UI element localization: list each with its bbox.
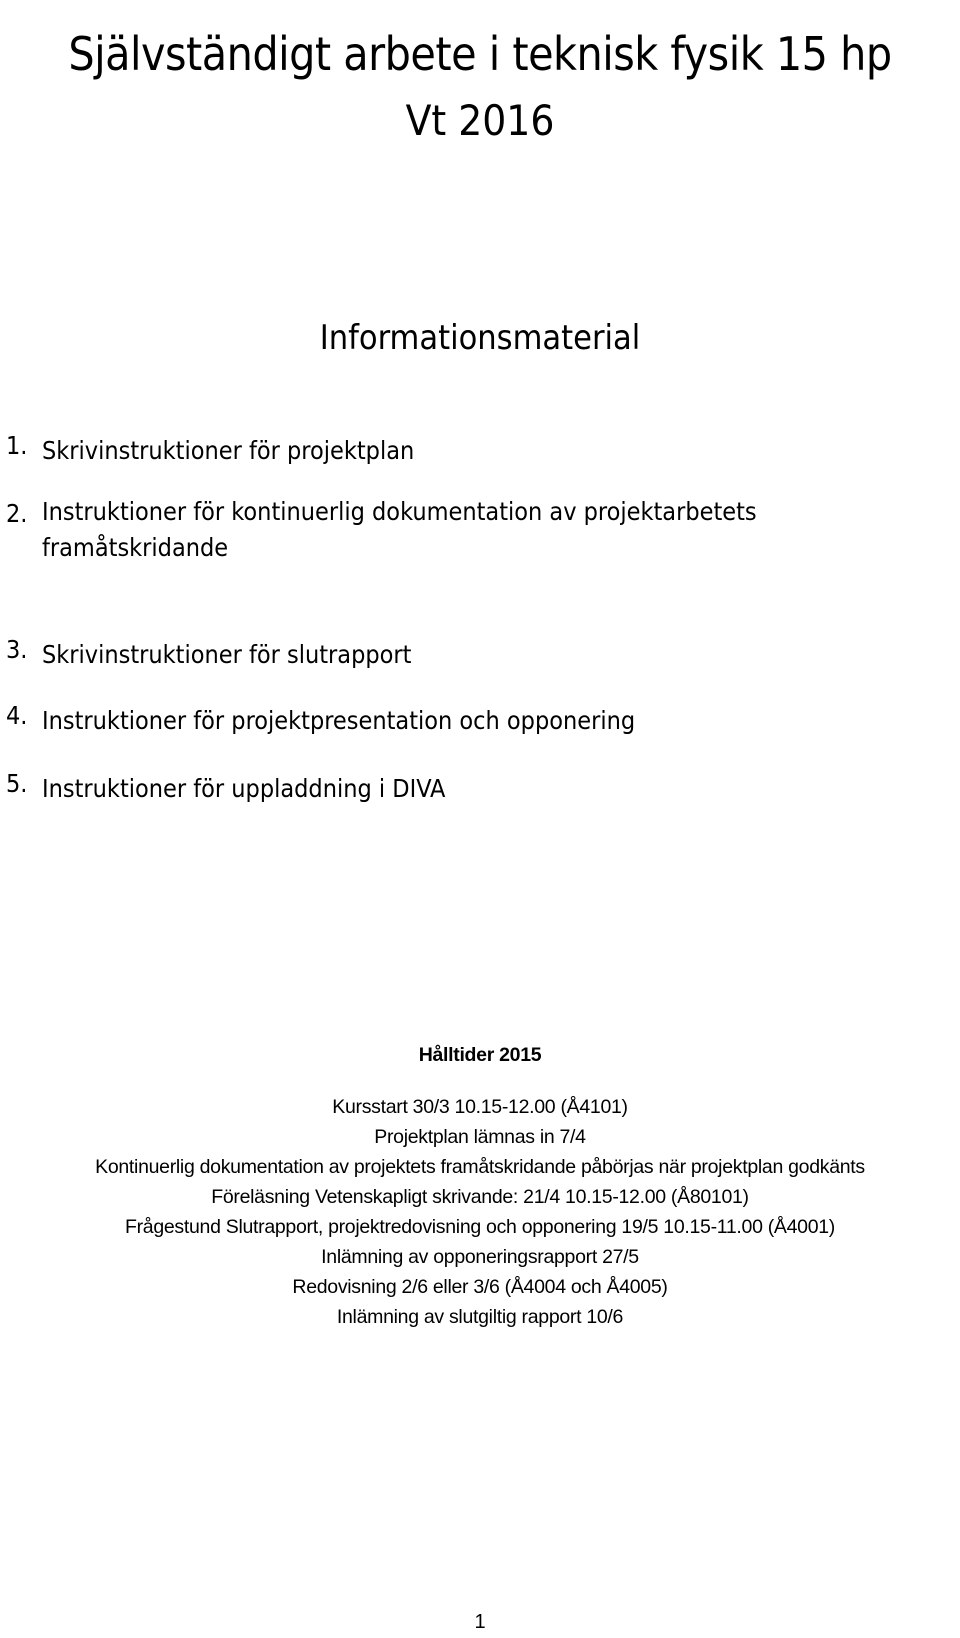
schedule-line: Frågestund Slutrapport, projektredovisning och opponering 19/5 10.15-11.00 (Å4001) xyxy=(124,1216,836,1238)
section-heading: Informationsmaterial xyxy=(319,318,641,359)
document-title: Självständigt arbete i teknisk fysik 15 hp xyxy=(68,26,892,81)
schedule-line: Kontinuerlig dokumentation av projektets framåtskridande påbörjas när projektplan godkänts xyxy=(95,1156,865,1178)
schedule-line: Föreläsning Vetenskapligt skrivande: 21/4 10.15-12.00 (Å80101) xyxy=(211,1186,749,1208)
toc-item-number: 5. xyxy=(6,769,28,798)
schedule-line: Kursstart 30/3 10.15-12.00 (Å4101) xyxy=(332,1096,628,1118)
toc-item-number: 1. xyxy=(6,431,28,460)
toc-item-text: Instruktioner för kontinuerlig dokumentation av projektarbetets framåtskridande xyxy=(42,497,757,562)
page-number: 1 xyxy=(474,1611,486,1633)
toc-item-number: 4. xyxy=(6,701,28,730)
schedule-section xyxy=(0,1040,960,1332)
schedule-line: Projektplan lämnas in 7/4 xyxy=(374,1126,586,1148)
toc-item-number: 3. xyxy=(6,635,28,664)
toc-item-text: Instruktioner för projektpresentation och opponering xyxy=(42,706,636,735)
toc-item-number: 2. xyxy=(6,499,28,528)
toc-item-text: Skrivinstruktioner för slutrapport xyxy=(42,640,412,669)
toc-item-text: Instruktioner för uppladdning i DIVA xyxy=(42,774,446,803)
toc-item-text: Skrivinstruktioner för projektplan xyxy=(42,436,415,465)
document-subtitle: Vt 2016 xyxy=(405,96,555,145)
schedule-line: Inlämning av slutgiltig rapport 10/6 xyxy=(336,1306,624,1328)
schedule-heading: Hålltider 2015 xyxy=(418,1044,542,1066)
schedule-line: Inlämning av opponeringsrapport 27/5 xyxy=(321,1246,639,1268)
schedule-line: Redovisning 2/6 eller 3/6 (Å4004 och Å4005) xyxy=(292,1276,668,1298)
